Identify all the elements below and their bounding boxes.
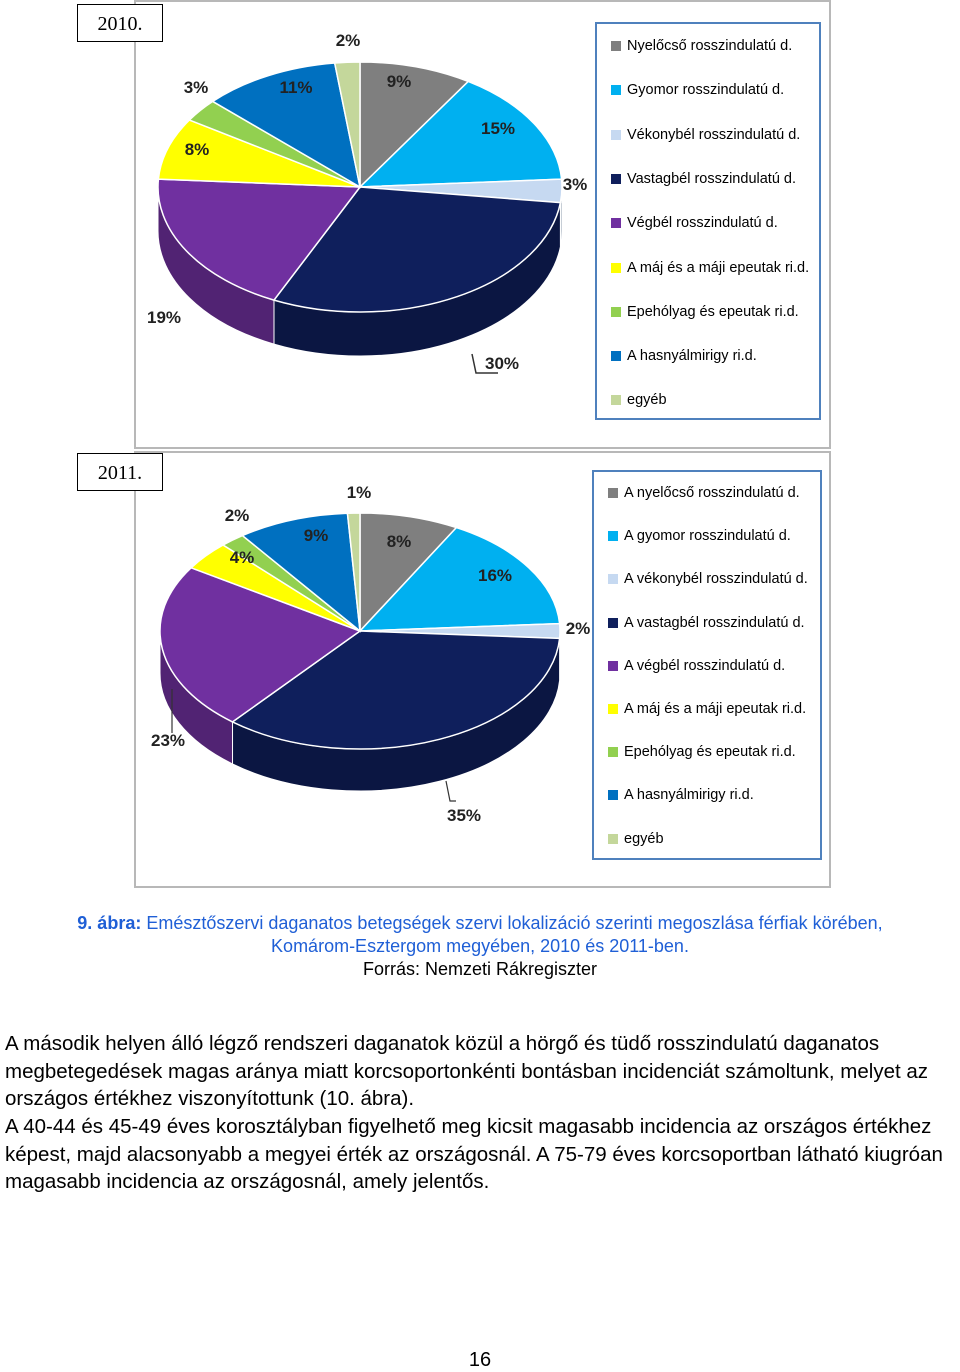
slice-value-label-6: 2% xyxy=(225,506,250,525)
legend-label: A végbél rosszindulatú d. xyxy=(624,658,785,674)
legend-label: Vastagbél rosszindulatú d. xyxy=(627,171,796,187)
leader-line xyxy=(446,781,456,801)
slice-value-label-4: 23% xyxy=(151,731,185,750)
legend-item xyxy=(611,392,667,408)
legend-item xyxy=(611,348,757,364)
legend-swatch xyxy=(608,661,618,671)
legend-item xyxy=(611,260,809,276)
legend-label: A máj és a máji epeutak ri.d. xyxy=(627,260,809,276)
legend-item xyxy=(608,615,805,631)
legend-swatch xyxy=(611,263,621,273)
legend-swatch xyxy=(611,174,621,184)
legend-item xyxy=(611,127,800,143)
legend-label: A vékonybél rosszindulatú d. xyxy=(624,571,808,587)
slice-value-label-6: 3% xyxy=(184,78,209,97)
legend-item xyxy=(608,831,664,847)
legend-swatch xyxy=(611,218,621,228)
legend-swatch xyxy=(611,395,621,405)
legend-label: Epehólyag és epeutak ri.d. xyxy=(627,304,799,320)
slice-value-label-2: 2% xyxy=(566,619,591,638)
legend-swatch xyxy=(608,618,618,628)
legend-label: A nyelőcső rosszindulatú d. xyxy=(624,485,800,501)
legend-2010 xyxy=(595,22,821,420)
legend-item xyxy=(611,215,778,231)
caption-source: Forrás: Nemzeti Rákregiszter xyxy=(0,958,960,981)
legend-item xyxy=(611,171,796,187)
legend-item xyxy=(608,528,791,544)
legend-swatch xyxy=(611,41,621,51)
legend-2011 xyxy=(592,470,822,860)
legend-label: Végbél rosszindulatú d. xyxy=(627,215,778,231)
slice-value-label-5: 4% xyxy=(230,548,255,567)
caption-line-1 xyxy=(0,912,960,935)
legend-swatch xyxy=(608,704,618,714)
slice-value-label-3: 30% xyxy=(485,354,519,373)
legend-label: A hasnyálmirigy ri.d. xyxy=(627,348,757,364)
legend-label: A máj és a máji epeutak ri.d. xyxy=(624,701,806,717)
legend-item xyxy=(608,701,806,717)
legend-label: egyéb xyxy=(624,831,664,847)
legend-label: A vastagbél rosszindulatú d. xyxy=(624,615,805,631)
legend-swatch xyxy=(611,307,621,317)
legend-swatch xyxy=(608,488,618,498)
caption-title: Emésztőszervi daganatos betegségek szervi lokalizáció szerinti megoszlása férfiak körében, xyxy=(141,913,882,933)
legend-item xyxy=(608,744,796,760)
slice-value-label-2: 3% xyxy=(563,175,588,194)
legend-label: Vékonybél rosszindulatú d. xyxy=(627,127,800,143)
slice-value-label-4: 19% xyxy=(147,308,181,327)
legend-item xyxy=(611,82,784,98)
slice-value-label-3: 35% xyxy=(447,806,481,825)
legend-swatch xyxy=(608,834,618,844)
slice-value-label-7: 9% xyxy=(304,526,329,545)
legend-item xyxy=(608,787,754,803)
slice-value-label-0: 8% xyxy=(387,532,412,551)
slice-value-label-8: 1% xyxy=(347,483,372,502)
legend-item xyxy=(611,304,799,320)
slice-value-label-1: 15% xyxy=(481,119,515,138)
legend-label: Epehólyag és epeutak ri.d. xyxy=(624,744,796,760)
legend-swatch xyxy=(611,130,621,140)
pie-chart-2011 xyxy=(134,451,604,888)
legend-swatch xyxy=(608,574,618,584)
legend-label: Gyomor rosszindulatú d. xyxy=(627,82,784,98)
legend-label: Nyelőcső rosszindulatú d. xyxy=(627,38,792,54)
slice-value-label-0: 9% xyxy=(387,72,412,91)
slice-value-label-5: 8% xyxy=(185,140,210,159)
year-label-2011: 2011. xyxy=(77,453,163,491)
legend-swatch xyxy=(608,790,618,800)
legend-swatch xyxy=(611,85,621,95)
slice-value-label-7: 11% xyxy=(279,78,312,97)
legend-swatch xyxy=(611,351,621,361)
legend-label: A hasnyálmirigy ri.d. xyxy=(624,787,754,803)
body-paragraph-2: A 40-44 és 45-49 éves korosztályban figyelhető meg kicsit magasabb incidencia az országos értékhez képest, majd alacsonyabb a megyei érték az országosnál. A 75-79 éves korcsoportban látható kiugróan magasabb incidencia az országosnál, amely jelentős. xyxy=(5,1113,960,1196)
body-paragraph-1: A második helyen álló légző rendszeri daganatok közül a hörgő és tüdő rosszindulatú daganatos megbetegedések magas aránya miatt korcsoportonkénti bontásban incidenciát számoltunk, melyet az országos értékhez viszonyítottunk (10. ábra). xyxy=(5,1030,960,1113)
caption-line-2: Komárom-Esztergom megyében, 2010 és 2011-ben. xyxy=(0,935,960,958)
legend-item xyxy=(608,485,800,501)
legend-swatch xyxy=(608,531,618,541)
legend-item xyxy=(608,571,808,587)
legend-swatch xyxy=(608,747,618,757)
figure-number: 9. ábra: xyxy=(77,913,141,933)
slice-value-label-8: 2% xyxy=(336,31,361,50)
legend-item xyxy=(611,38,792,54)
year-label-2010: 2010. xyxy=(77,4,163,42)
figure-caption xyxy=(0,912,960,981)
page-number: 16 xyxy=(0,1349,960,1372)
pie-chart-2010 xyxy=(134,0,604,449)
slice-value-label-1: 16% xyxy=(478,566,512,585)
legend-label: egyéb xyxy=(627,392,667,408)
legend-label: A gyomor rosszindulatú d. xyxy=(624,528,791,544)
legend-item xyxy=(608,658,785,674)
